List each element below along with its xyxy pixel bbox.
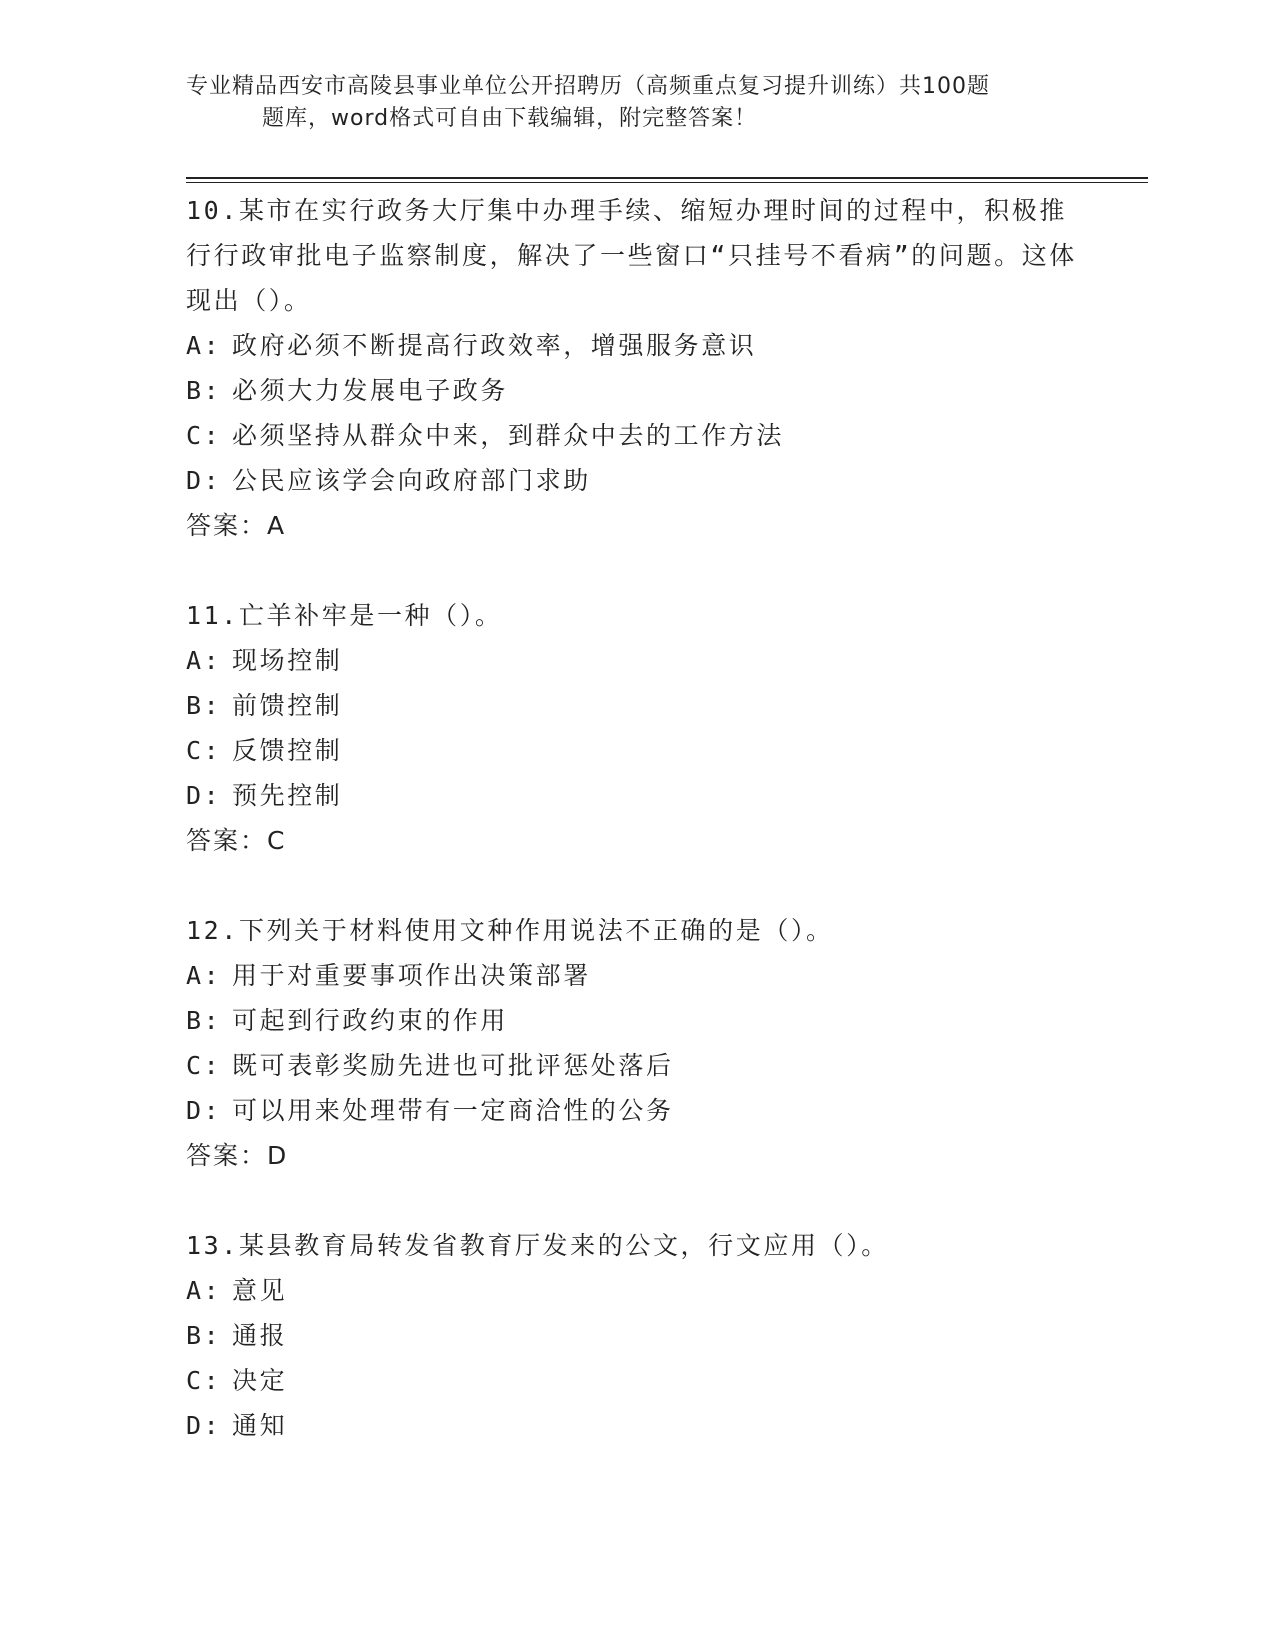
header-title-line1: 专业精品西安市高陵县事业单位公开招聘历（高频重点复习提升训练）共100题	[186, 74, 990, 99]
question-list	[186, 188, 1086, 1493]
option-a	[186, 638, 1086, 683]
answer-line: 答案：D	[186, 1141, 289, 1170]
option-letter: A:	[186, 331, 222, 360]
option-a	[186, 323, 1086, 368]
question-13	[186, 1223, 1086, 1448]
option-text: 意见	[232, 1276, 288, 1305]
option-d	[186, 458, 1086, 503]
option-letter: B:	[186, 691, 222, 720]
header-title-line2: 题库，word格式可自由下载编辑，附完整答案！	[262, 106, 758, 131]
option-text: 公民应该学会向政府部门求助	[232, 466, 591, 495]
option-letter: B:	[186, 1006, 222, 1035]
option-text: 既可表彰奖励先进也可批评惩处落后	[232, 1051, 674, 1080]
option-text: 可以用来处理带有一定商洽性的公务	[232, 1096, 674, 1125]
option-text: 必须大力发展电子政务	[232, 376, 509, 405]
option-text: 可起到行政约束的作用	[232, 1006, 509, 1035]
question-stem: 12.下列关于材料使用文种作用说法不正确的是（）。	[186, 916, 834, 945]
option-letter: B:	[186, 1321, 222, 1350]
option-letter: D:	[186, 466, 222, 495]
option-a	[186, 953, 1086, 998]
option-c	[186, 1043, 1086, 1088]
header-divider-thin	[186, 182, 1148, 183]
question-12	[186, 908, 1086, 1178]
header-divider-thick	[186, 177, 1148, 179]
option-c	[186, 413, 1086, 458]
option-text: 反馈控制	[232, 736, 343, 765]
option-a	[186, 1268, 1086, 1313]
option-text: 预先控制	[232, 781, 343, 810]
option-d	[186, 1088, 1086, 1133]
option-b	[186, 1313, 1086, 1358]
option-letter: C:	[186, 1051, 222, 1080]
option-letter: D:	[186, 781, 222, 810]
option-text: 用于对重要事项作出决策部署	[232, 961, 591, 990]
option-b	[186, 368, 1086, 413]
answer-line: 答案：A	[186, 511, 287, 540]
option-text: 通报	[232, 1321, 288, 1350]
option-c	[186, 728, 1086, 773]
question-stem: 11.亡羊补牢是一种（）。	[186, 601, 503, 630]
option-letter: A:	[186, 961, 222, 990]
option-d	[186, 1403, 1086, 1448]
option-text: 政府必须不断提高行政效率，增强服务意识	[232, 331, 757, 360]
option-text: 决定	[232, 1366, 288, 1395]
question-10	[186, 188, 1086, 548]
question-stem: 10.某市在实行政务大厅集中办理手续、缩短办理时间的过程中，积极推行行政审批电子监察制度，解决了一些窗口“只挂号不看病”的问题。这体现出（）。	[186, 196, 1077, 315]
option-letter: D:	[186, 1411, 222, 1440]
option-letter: D:	[186, 1096, 222, 1125]
option-letter: C:	[186, 421, 222, 450]
option-letter: A:	[186, 646, 222, 675]
option-c	[186, 1358, 1086, 1403]
answer-line: 答案：C	[186, 826, 287, 855]
option-b	[186, 998, 1086, 1043]
option-b	[186, 683, 1086, 728]
question-stem: 13.某县教育局转发省教育厅发来的公文，行文应用（）。	[186, 1231, 889, 1260]
option-d	[186, 773, 1086, 818]
option-letter: B:	[186, 376, 222, 405]
option-text: 通知	[232, 1411, 288, 1440]
question-11	[186, 593, 1086, 863]
option-letter: C:	[186, 1366, 222, 1395]
option-letter: A:	[186, 1276, 222, 1305]
option-text: 前馈控制	[232, 691, 343, 720]
option-letter: C:	[186, 736, 222, 765]
option-text: 现场控制	[232, 646, 343, 675]
option-text: 必须坚持从群众中来，到群众中去的工作方法	[232, 421, 785, 450]
